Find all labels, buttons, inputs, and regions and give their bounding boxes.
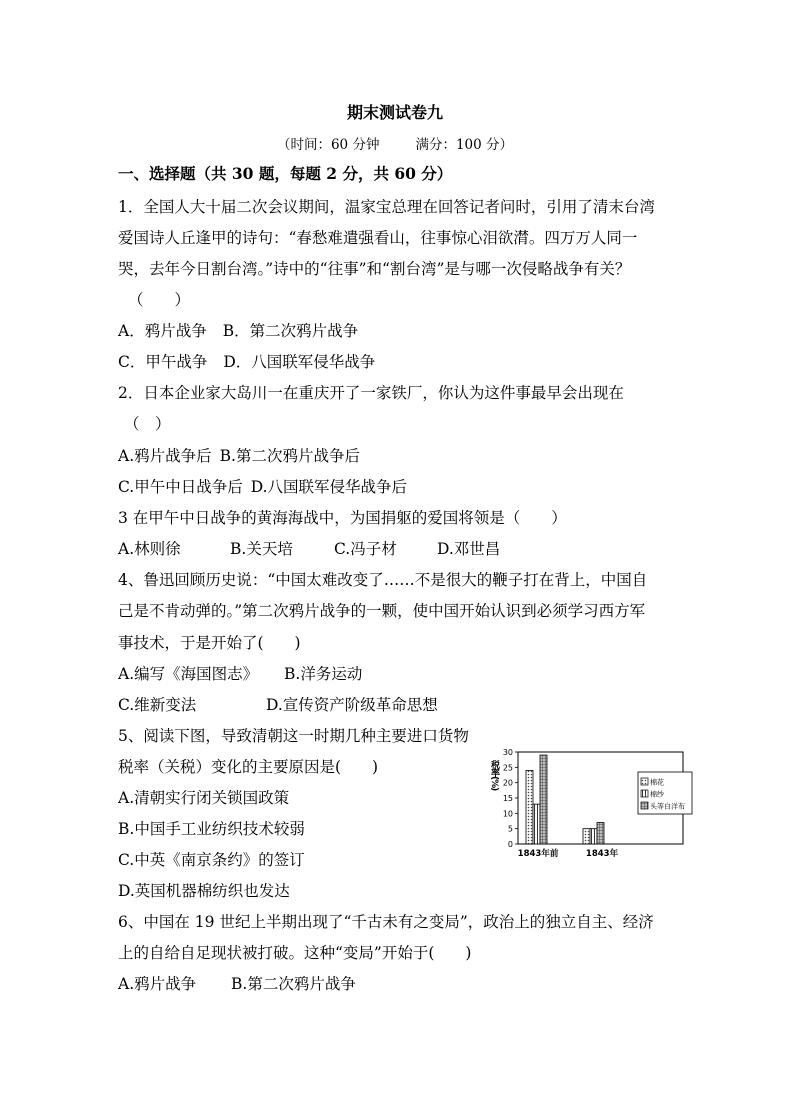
section-heading: 一、选择题（共 30 题，每题 2 分，共 60 分） <box>118 164 453 183</box>
legend-label: 棉花 <box>650 778 664 787</box>
q6-option-b: B.第二次鸦片战争 <box>231 975 356 993</box>
q1-stem-line1: 1．全国人大十届二次会议期间，温家宝总理在回答记者问时，引用了清末台湾 <box>118 198 655 216</box>
x-category-label: 1843年 <box>585 849 619 859</box>
legend-label: 头等白洋布 <box>650 802 685 811</box>
bar-棉花-1843年 <box>583 829 590 844</box>
q4-stem-line2: 己是不肯动弹的。”第二次鸦片战争的一颗，使中国开始认识到必须学习西方军 <box>118 602 646 620</box>
q1-option-d: D．八国联军侵华战争 <box>223 353 376 371</box>
q1-option-b: B．第二次鸦片战争 <box>222 322 359 340</box>
bar-头等白洋布-1843年前 <box>540 755 547 844</box>
q2-stem-line1: 2．日本企业家大岛川一在重庆开了一家铁厂，你认为这件事最早会出现在 <box>118 384 624 402</box>
q1-options-row2 <box>118 351 375 373</box>
q3-option-b: B.关天培 <box>230 540 293 558</box>
q3-option-c: C.冯子材 <box>334 540 397 558</box>
q3-stem-line1: 3 在甲午中日战争的黄海海战中，为国捐躯的爱国将领是（ ） <box>118 509 567 527</box>
q6-stem-line2: 上的自给自足现状被打破。这种“变局”开始于( ) <box>118 944 472 962</box>
y-tick-label: 0 <box>507 840 513 849</box>
legend-swatch <box>641 802 648 809</box>
exam-score: 满分：100 分） <box>415 137 514 153</box>
q1-option-a: A．鸦片战争 <box>118 322 207 340</box>
q2-options-row2 <box>118 476 407 498</box>
q3-option-a: A.林则徐 <box>118 540 181 558</box>
legend-swatch <box>641 790 648 797</box>
y-tick-label: 5 <box>507 824 513 834</box>
q4-option-b: B.洋务运动 <box>284 665 363 683</box>
page-title: 期末测试卷九 <box>346 103 443 122</box>
exam-time: （时间：60 分钟 <box>276 137 380 153</box>
x-category-label: 1843年前 <box>517 849 559 859</box>
y-tick-label: 15 <box>502 794 513 803</box>
y-tick-label: 25 <box>502 763 513 773</box>
q4-option-a: A.编写《海国图志》 <box>118 665 259 683</box>
q5-stem-line2: 税率（关税）变化的主要原因是( ) <box>118 758 379 776</box>
q5-option-b: B.中国手工业纺织技术较弱 <box>118 820 305 838</box>
q2-option-a: A.鸦片战争后 <box>118 447 212 465</box>
q3-option-d: D.邓世昌 <box>437 540 501 558</box>
q2-option-b: B.第二次鸦片战争后 <box>219 447 360 465</box>
q2-answer-blank: （ ） <box>124 415 171 433</box>
y-tick-label: 10 <box>502 809 513 819</box>
q5-option-c: C.中英《南京条约》的签订 <box>118 851 305 869</box>
q2-options-row1 <box>118 445 360 467</box>
bar-棉纱-1843年前 <box>533 804 540 844</box>
bar-棉花-1843年前 <box>526 770 533 844</box>
q1-answer-blank: （ ） <box>128 291 191 309</box>
y-tick-label: 30 <box>502 748 513 757</box>
q5-stem-line1: 5、阅读下图，导致清朝这一时期几种主要进口货物 <box>118 727 469 745</box>
q2-option-d: D.八国联军侵华战争后 <box>250 478 408 496</box>
q4-option-d: D.宣传资产阶级革命思想 <box>266 696 438 714</box>
q2-option-c: C.甲午中日战争后 <box>118 478 243 496</box>
q1-stem-line2: 爱国诗人丘逢甲的诗句：“春愁难遣强看山，往事惊心泪欲潸。四万万人同一 <box>118 229 638 247</box>
q4-option-c: C.维新变法 <box>118 696 197 714</box>
exam-info <box>0 133 790 153</box>
q1-option-c: C．甲午战争 <box>118 353 208 371</box>
tariff-bar-chart <box>488 740 698 862</box>
bar-棉纱-1843年 <box>590 829 597 844</box>
q6-option-a: A.鸦片战争 <box>118 975 197 993</box>
q4-stem-line3: 事技术，于是开始了( ) <box>118 634 301 652</box>
bar-头等白洋布-1843年 <box>597 823 604 844</box>
q4-stem-line1: 4、鲁迅回顾历史说：“中国太难改变了……不是很大的鞭子打在背上，中国自 <box>118 571 648 589</box>
legend-swatch <box>641 778 648 785</box>
q1-options-row1 <box>118 320 358 342</box>
q5-option-d: D.英国机器棉纺织也发达 <box>118 882 290 900</box>
q6-stem-line1: 6、中国在 19 世纪上半期出现了“千古未有之变局”，政治上的独立自主、经济 <box>118 913 654 931</box>
q1-stem-line3: 哭，去年今日割台湾。”诗中的“往事”和“割台湾”是与哪一次侵略战争有关？ <box>118 260 631 278</box>
q5-option-a: A.清朝实行闭关锁国政策 <box>118 789 290 807</box>
y-tick-label: 20 <box>502 778 513 788</box>
legend-label: 棉纱 <box>650 790 664 799</box>
y-axis-label: 税率(%) <box>489 760 499 791</box>
